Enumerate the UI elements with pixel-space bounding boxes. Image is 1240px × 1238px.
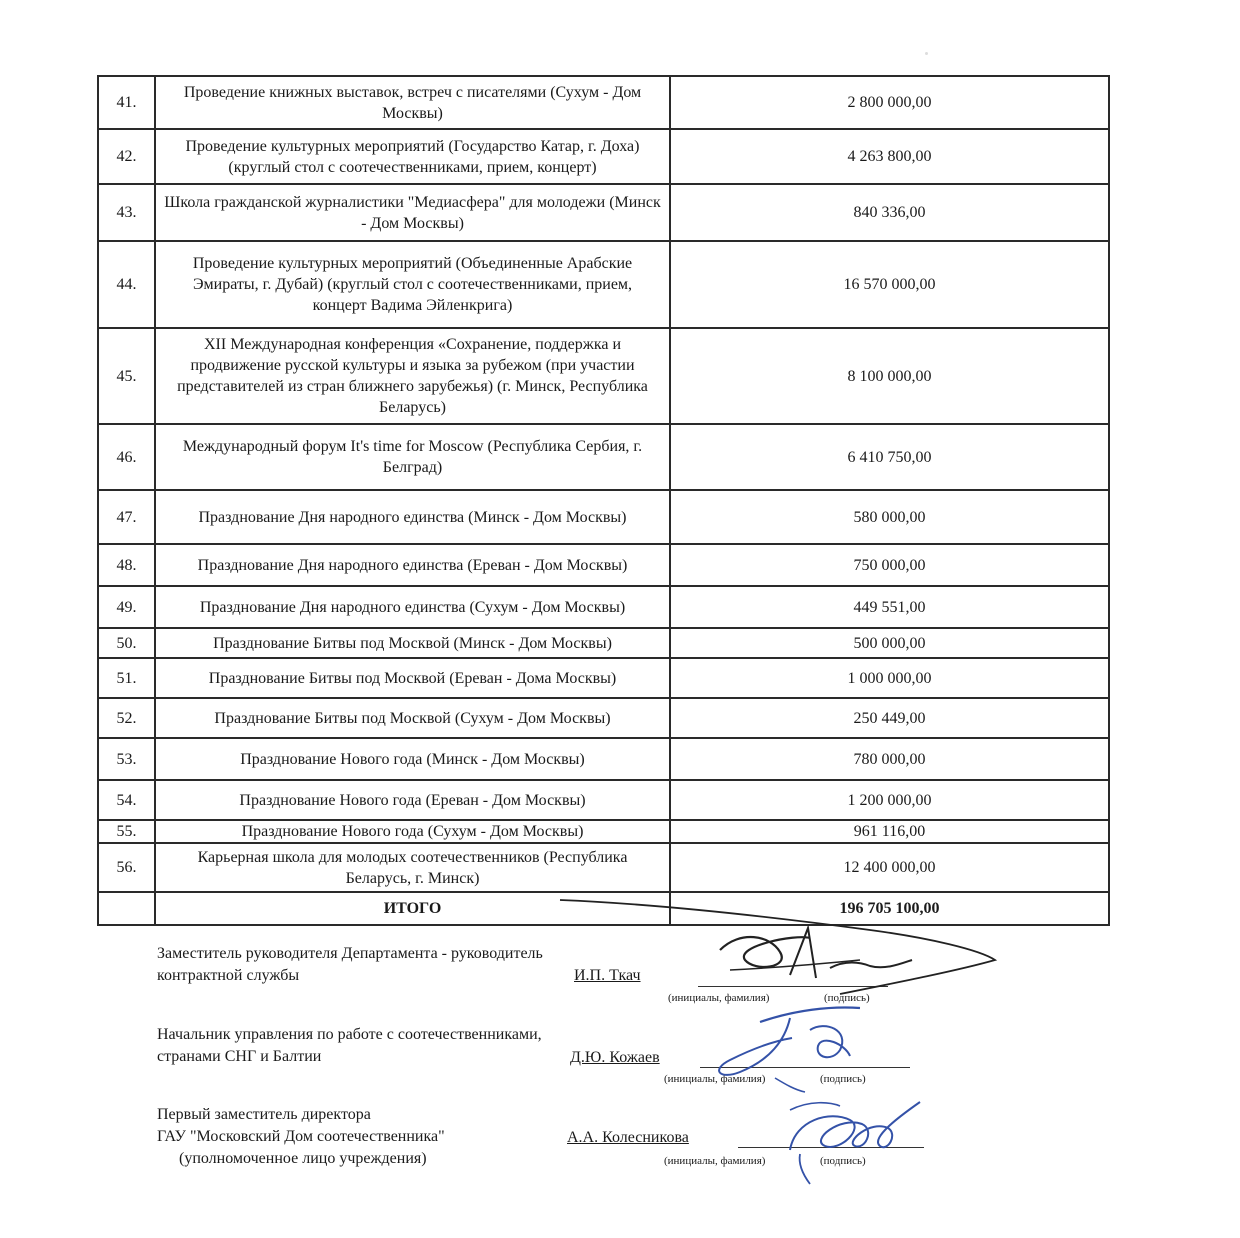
table-row [98, 328, 1109, 424]
row-amount: 8 100 000,00 [670, 328, 1109, 424]
row-number: 43. [98, 184, 155, 241]
row-amount: 4 263 800,00 [670, 129, 1109, 184]
row-amount: 16 570 000,00 [670, 241, 1109, 328]
table-row [98, 780, 1109, 820]
role-line: (уполномоченное лицо учреждения) [179, 1150, 427, 1167]
total-number-cell [98, 892, 155, 925]
signatory-role-compatriots-head [157, 1024, 577, 1068]
row-amount: 580 000,00 [670, 490, 1109, 544]
row-event-name: Проведение книжных выставок, встреч с писателями (Сухум - Дом Москвы) [155, 76, 670, 129]
row-number: 45. [98, 328, 155, 424]
table-row [98, 628, 1109, 658]
row-event-name: Празднование Дня народного единства (Ереван - Дом Москвы) [155, 544, 670, 586]
initials-hint: (инициалы, фамилия) [668, 992, 770, 1004]
row-number: 53. [98, 738, 155, 780]
row-event-name: XII Международная конференция «Сохранение, поддержка и продвижение русской культуры и языка за рубежом (при участии представителей из стран ближнего зарубежья) (г. Минск, Республика Беларусь) [155, 328, 670, 424]
row-amount: 840 336,00 [670, 184, 1109, 241]
signatory-name-tkach: И.П. Ткач [574, 967, 641, 984]
row-number: 50. [98, 628, 155, 658]
table-row [98, 658, 1109, 698]
row-number: 54. [98, 780, 155, 820]
row-event-name: Празднование Нового года (Сухум - Дом Москвы) [155, 820, 670, 843]
scan-speck [925, 52, 928, 55]
initials-hint: (инициалы, фамилия) [664, 1073, 766, 1085]
role-line: Первый заместитель директора [157, 1106, 371, 1123]
row-number: 48. [98, 544, 155, 586]
row-event-name: Празднование Нового года (Ереван - Дом Москвы) [155, 780, 670, 820]
row-event-name: Международный форум It's time for Moscow (Республика Сербия, г. Белград) [155, 424, 670, 490]
signature-hint: (подпись) [820, 1073, 866, 1085]
role-line: странами СНГ и Балтии [157, 1048, 322, 1065]
role-line: ГАУ "Московский Дом соотечественника" [157, 1128, 445, 1145]
row-amount: 780 000,00 [670, 738, 1109, 780]
signature-hint: (подпись) [824, 992, 870, 1004]
table-row [98, 544, 1109, 586]
row-amount: 6 410 750,00 [670, 424, 1109, 490]
row-number: 41. [98, 76, 155, 129]
row-number: 47. [98, 490, 155, 544]
row-amount: 2 800 000,00 [670, 76, 1109, 129]
row-number: 52. [98, 698, 155, 738]
table-row [98, 241, 1109, 328]
row-event-name: Проведение культурных мероприятий (Государство Катар, г. Доха) (круглый стол с соотечественниками, прием, концерт) [155, 129, 670, 184]
role-line: Начальник управления по работе с соотечественниками, [157, 1026, 542, 1043]
row-number: 55. [98, 820, 155, 843]
signature-hint: (подпись) [820, 1155, 866, 1167]
row-event-name: Празднование Битвы под Москвой (Минск - Дом Москвы) [155, 628, 670, 658]
row-amount: 750 000,00 [670, 544, 1109, 586]
row-number: 51. [98, 658, 155, 698]
signatory-role-first-deputy [157, 1104, 577, 1170]
row-event-name: Празднование Дня народного единства (Минск - Дом Москвы) [155, 490, 670, 544]
table-row [98, 738, 1109, 780]
role-line: контрактной службы [157, 967, 300, 984]
row-number: 46. [98, 424, 155, 490]
row-number: 49. [98, 586, 155, 628]
handwritten-signature-kolesnikova [770, 1080, 940, 1190]
total-label: ИТОГО [155, 892, 670, 925]
table-row [98, 184, 1109, 241]
table-row [98, 129, 1109, 184]
row-amount: 961 116,00 [670, 820, 1109, 843]
row-number: 56. [98, 843, 155, 892]
signatory-name-kolesnikova: А.А. Колесникова [567, 1129, 689, 1146]
table-row [98, 76, 1109, 129]
row-event-name: Карьерная школа для молодых соотечественников (Республика Беларусь, г. Минск) [155, 843, 670, 892]
table-row [98, 586, 1109, 628]
row-number: 42. [98, 129, 155, 184]
row-event-name: Школа гражданской журналистики "Медиасфера" для молодежи (Минск - Дом Москвы) [155, 184, 670, 241]
total-amount: 196 705 100,00 [670, 892, 1109, 925]
row-amount: 449 551,00 [670, 586, 1109, 628]
table-row [98, 490, 1109, 544]
row-event-name: Празднование Битвы под Москвой (Сухум - Дом Москвы) [155, 698, 670, 738]
row-amount: 12 400 000,00 [670, 843, 1109, 892]
row-event-name: Проведение культурных мероприятий (Объединенные Арабские Эмираты, г. Дубай) (круглый стол с соотечественниками, прием, концерт Вадима Эйленкрига) [155, 241, 670, 328]
table-row [98, 424, 1109, 490]
initials-hint: (инициалы, фамилия) [664, 1155, 766, 1167]
row-number: 44. [98, 241, 155, 328]
row-event-name: Празднование Битвы под Москвой (Ереван - Дома Москвы) [155, 658, 670, 698]
expenses-table [97, 75, 1110, 926]
row-event-name: Празднование Дня народного единства (Сухум - Дом Москвы) [155, 586, 670, 628]
table-row [98, 698, 1109, 738]
row-amount: 1 000 000,00 [670, 658, 1109, 698]
signatory-role-deputy-head [157, 943, 577, 987]
row-amount: 1 200 000,00 [670, 780, 1109, 820]
row-event-name: Празднование Нового года (Минск - Дом Москвы) [155, 738, 670, 780]
table-row [98, 820, 1109, 843]
signatory-name-kozhaev: Д.Ю. Кожаев [570, 1049, 660, 1066]
row-amount: 250 449,00 [670, 698, 1109, 738]
table-row [98, 843, 1109, 892]
row-amount: 500 000,00 [670, 628, 1109, 658]
role-line: Заместитель руководителя Департамента - руководитель [157, 945, 543, 962]
